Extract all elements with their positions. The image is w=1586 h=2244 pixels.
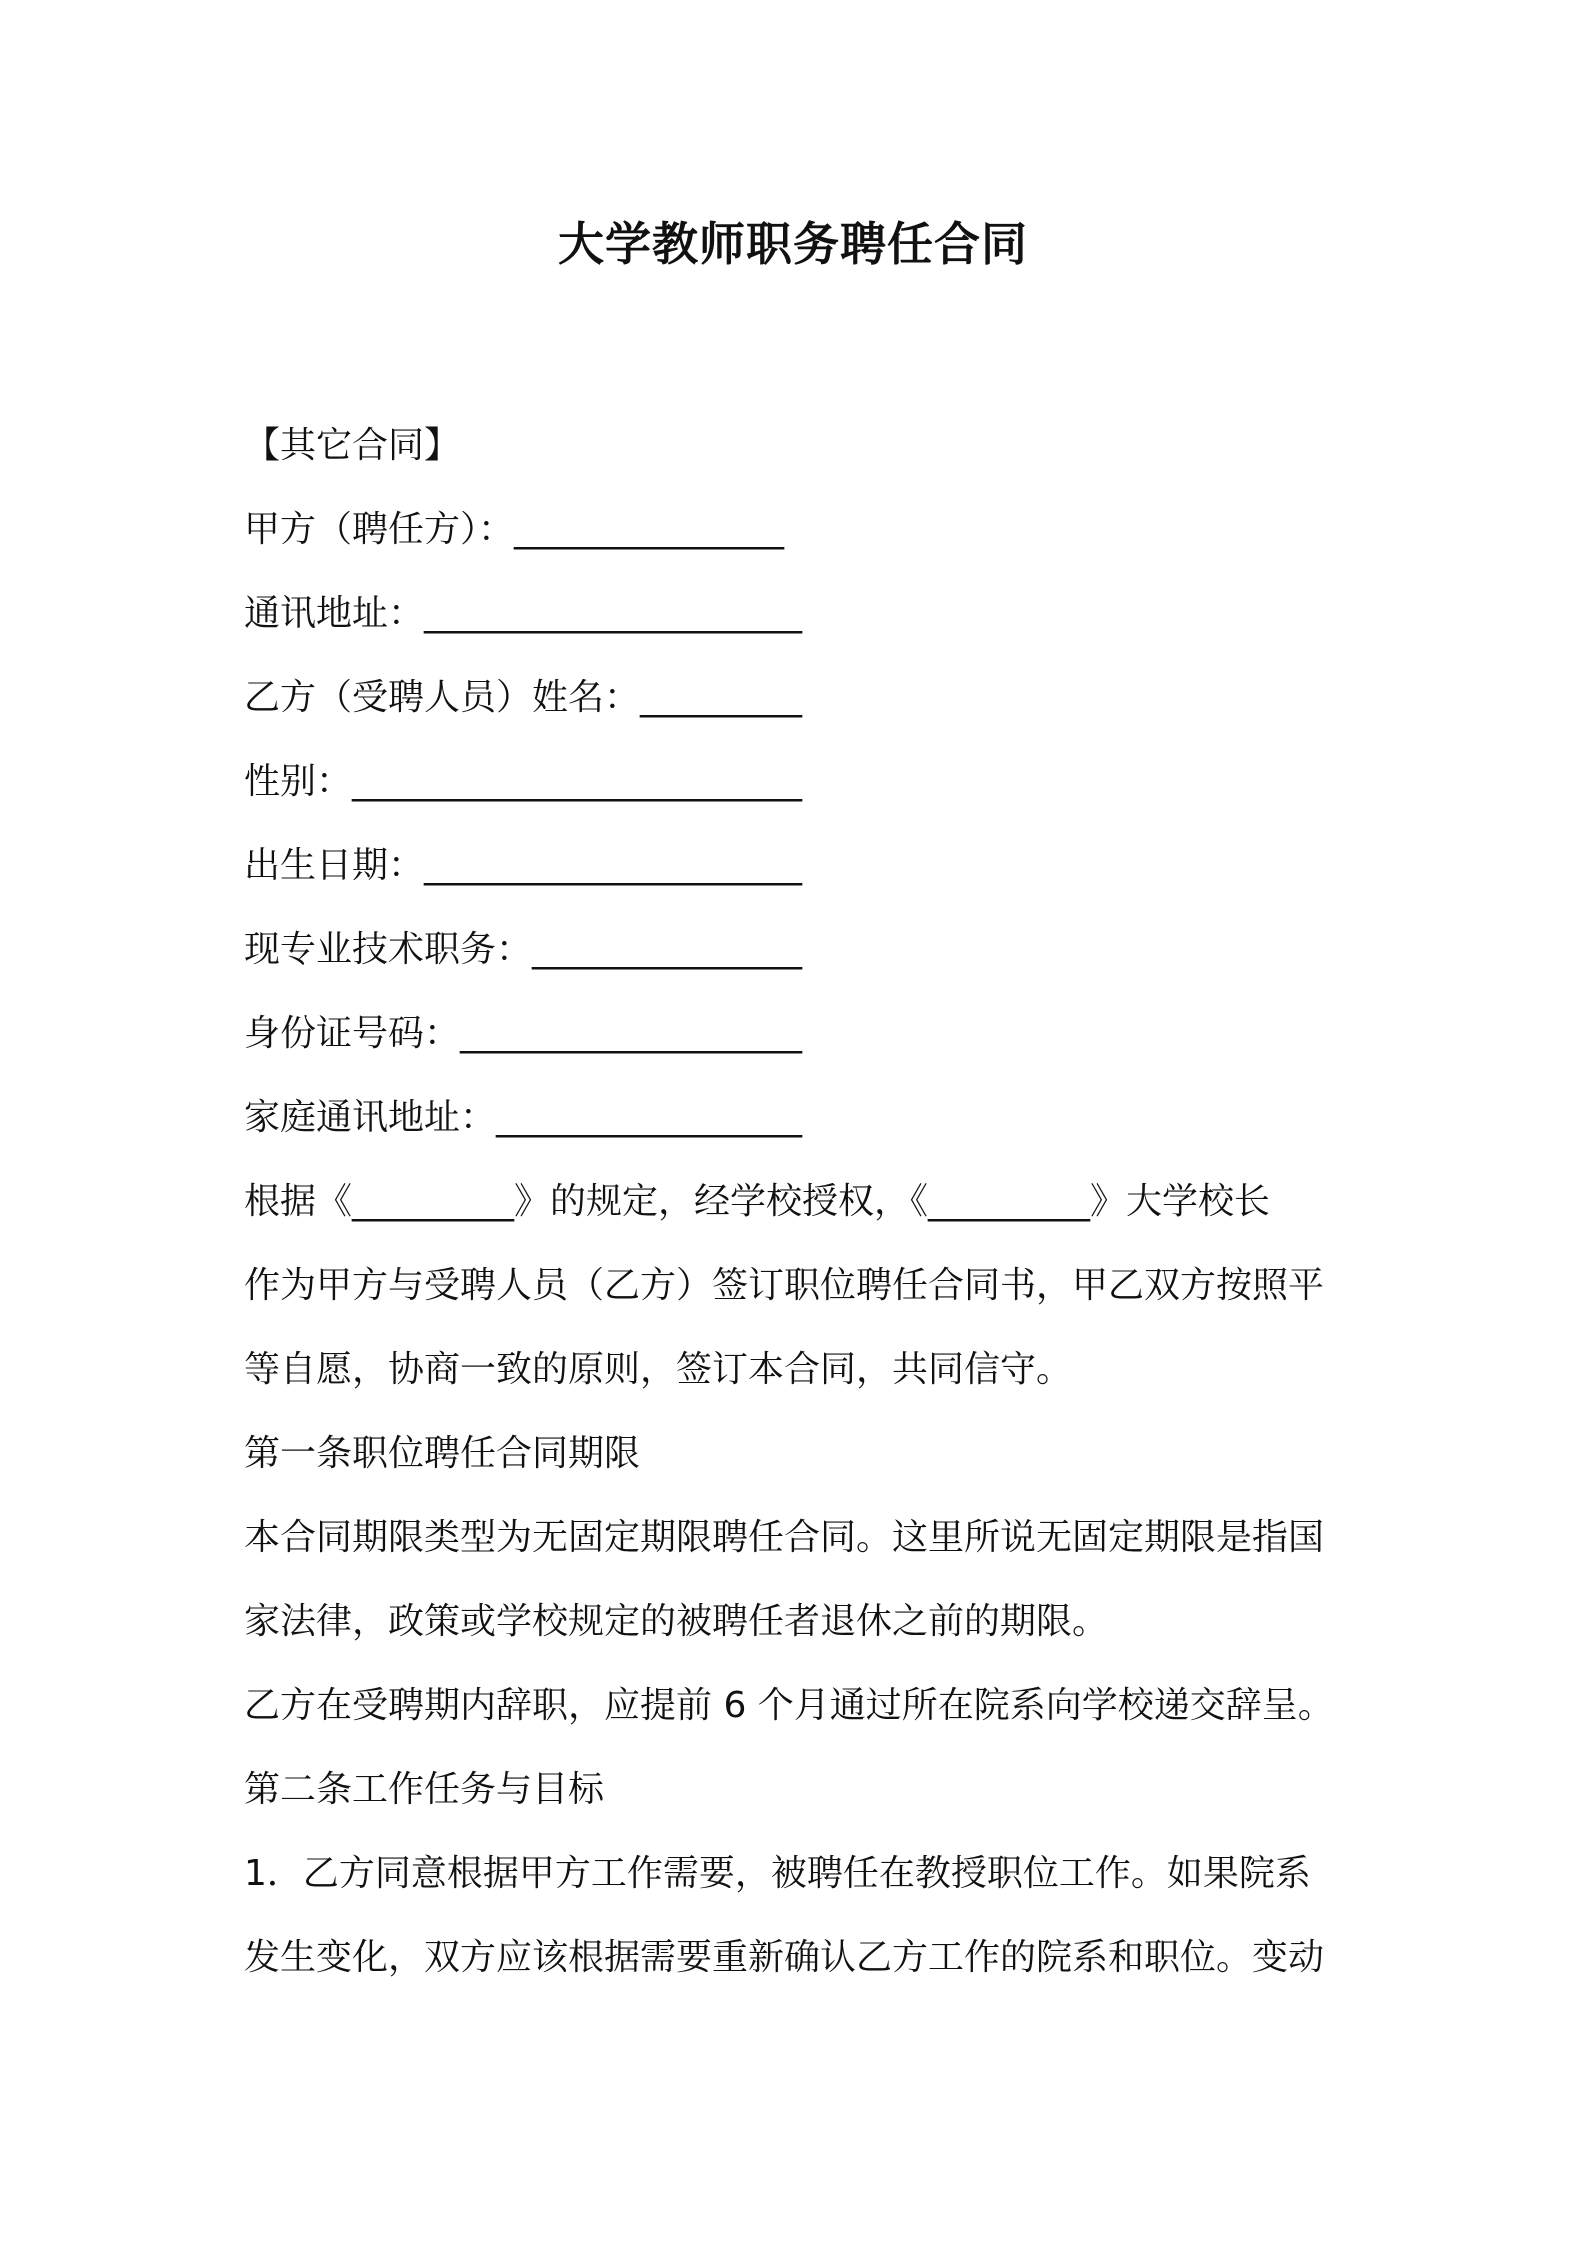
party-a-field: 甲方（聘任方）：_______________ [244, 509, 785, 550]
home-address-field: 家庭通讯地址：_________________ [244, 1097, 803, 1138]
category-label: 【其它合同】 [244, 425, 461, 466]
paragraph-line: 作为甲方与受聘人员（乙方）签订职位聘任合同书，甲乙双方按照平 [244, 1265, 1325, 1306]
paragraph-line: 等自愿，协商一致的原则，签订本合同，共同信守。 [244, 1349, 1073, 1390]
section-heading: 第一条职位聘任合同期限 [244, 1433, 641, 1474]
paragraph-line: 根据《_________》的规定，经学校授权，《_________》大学校长 [244, 1181, 1271, 1222]
address-field: 通讯地址：_____________________ [244, 593, 803, 634]
current-title-field: 现专业技术职务：_______________ [244, 929, 803, 970]
birth-date-field: 出生日期：_____________________ [244, 845, 803, 886]
paragraph-line: 家法律，政策或学校规定的被聘任者退休之前的期限。 [244, 1601, 1109, 1642]
document-title: 大学教师职务聘任合同 [558, 217, 1028, 271]
party-b-name-field: 乙方（受聘人员）姓名：_________ [244, 677, 803, 718]
section-heading: 第二条工作任务与目标 [244, 1769, 605, 1810]
paragraph-line: 乙方在受聘期内辞职，应提前 6 个月通过所在院系向学校递交辞呈。 [244, 1685, 1334, 1726]
gender-field: 性别：_________________________ [244, 761, 803, 802]
id-number-field: 身份证号码：___________________ [244, 1013, 803, 1054]
paragraph-line: 本合同期限类型为无固定期限聘任合同。这里所说无固定期限是指国 [244, 1517, 1325, 1558]
document-body [244, 404, 1364, 2000]
paragraph-line: 1．乙方同意根据甲方工作需要，被聘任在教授职位工作。如果院系 [244, 1853, 1311, 1894]
paragraph-line: 发生变化，双方应该根据需要重新确认乙方工作的院系和职位。变动 [244, 1937, 1325, 1978]
